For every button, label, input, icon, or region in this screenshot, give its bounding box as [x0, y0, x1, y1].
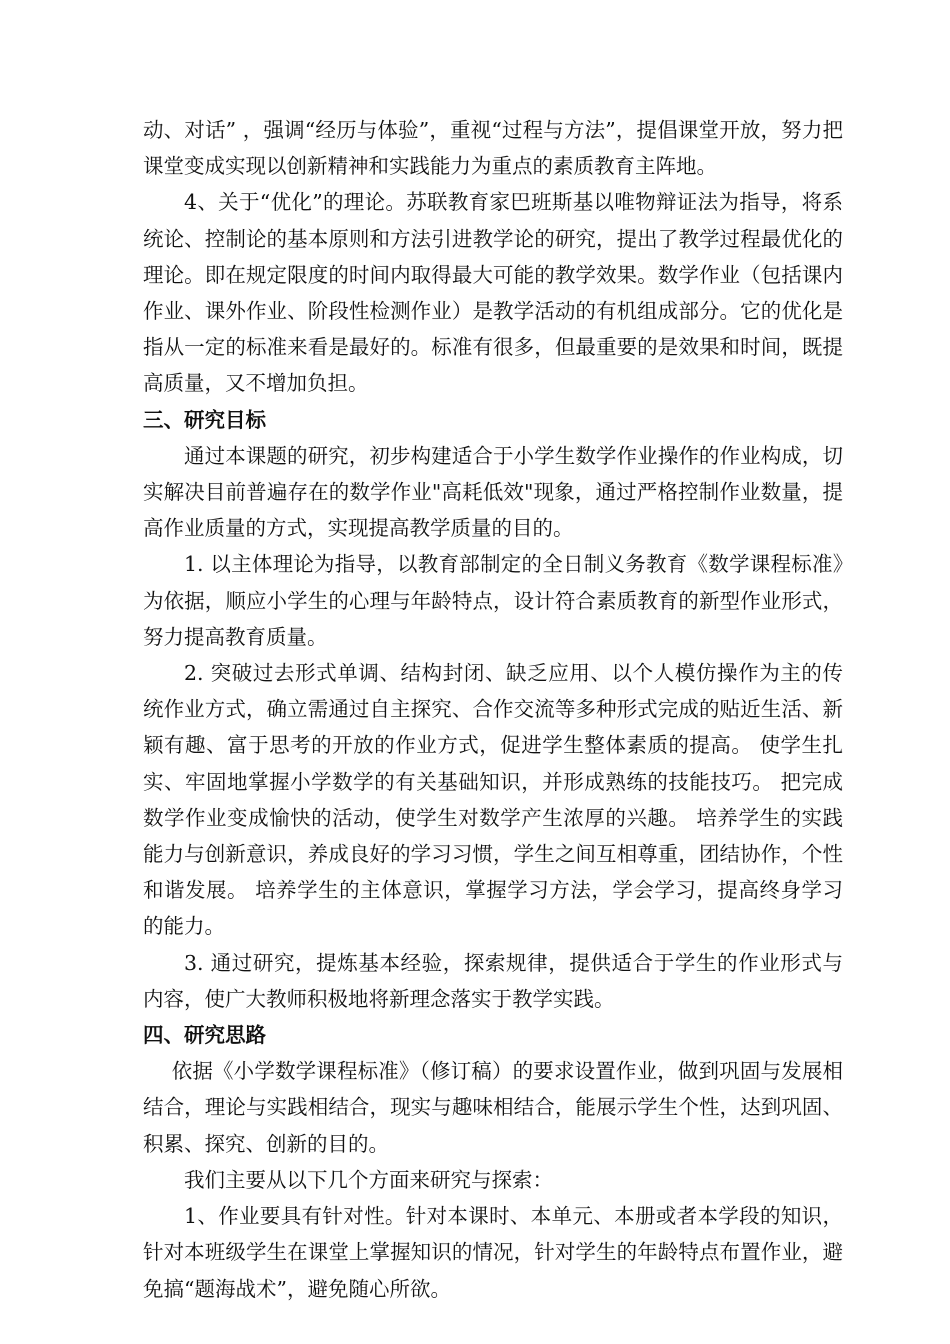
paragraph-optimization-theory: 4、关于“优化”的理论。苏联教育家巴班斯基以唯物辩证法为指导，将系统论、控制论的基本原则和方法引进教学论的研究，提出了教学过程最优化的理论。即在规定限度的时间内取得最大可能的教学效果。数学作业（包括课内作业、课外作业、阶段性检测作业）是教学活动的有机组成部分。它的优化是指从一定的标准来看是最好的。标准有很多，但最重要的是效果和时间，既提高质量，又不增加负担。: [143, 190, 843, 396]
paragraph-dialogue-continuation: 动、对话” ，强调“经历与体验”，重视“过程与方法”，提倡课堂开放，努力把课堂变成实现以创新精神和实践能力为重点的素质教育主阵地。: [143, 118, 843, 179]
paragraph-goal-2: 2. 突破过去形式单调、结构封闭、缺乏应用、以个人模仿操作为主的传统作业方式，确立需通过自主探究、合作交流等多种形式完成的贴近生活、新颖有趣、富于思考的开放的作业方式，促进学生整体素质的提高。 使学生扎实、牢固地掌握小学数学的有关基础知识，并形成熟练的技能技巧。 把完成数学作业变成愉快的活动，使学生对数学产生浓厚的兴趣。 培养学生的实践能力与创新意识，养成良好的学习习惯，学生之间互相尊重，团结协作，个性和谐发展。 培养学生的主体意识，掌握学习方法，学会学习，提高终身学习的能力。: [143, 661, 843, 939]
paragraph-aspect-1: 1、作业要具有针对性。针对本课时、本单元、本册或者本学段的知识，针对本班级学生在课堂上掌握知识的情况，针对学生的年龄特点布置作业，避免搞“题海战术”，避免随心所欲。: [143, 1204, 843, 1301]
paragraph-goal-3: 3. 通过研究，提炼基本经验，探索规律，提供适合于学生的作业形式与内容，使广大教师积极地将新理念落实于教学实践。: [143, 950, 843, 1011]
document-body: [143, 112, 843, 1307]
paragraph-goal-1: 1. 以主体理论为指导，以教育部制定的全日制义务教育《数学课程标准》为依据，顺应小学生的心理与年龄特点，设计符合素质教育的新型作业形式，努力提高教育质量。: [143, 552, 843, 649]
section-heading-research-goals: 三、研究目标: [143, 407, 266, 432]
paragraph-approach-aspects: 我们主要从以下几个方面来研究与探索：: [184, 1167, 553, 1192]
section-heading-research-approach: 四、研究思路: [143, 1023, 266, 1048]
paragraph-approach-intro: 依据《小学数学课程标准》（修订稿）的要求设置作业，做到巩固与发展相结合，理论与实践相结合，现实与趣味相结合，能展示学生个性，达到巩固、积累、探究、创新的目的。: [143, 1059, 843, 1156]
paragraph-research-goals-intro: 通过本课题的研究，初步构建适合于小学生数学作业操作的作业构成，切实解决目前普遍存在的数学作业"高耗低效"现象，通过严格控制作业数量，提高作业质量的方式，实现提高教学质量的目的。: [143, 443, 843, 541]
